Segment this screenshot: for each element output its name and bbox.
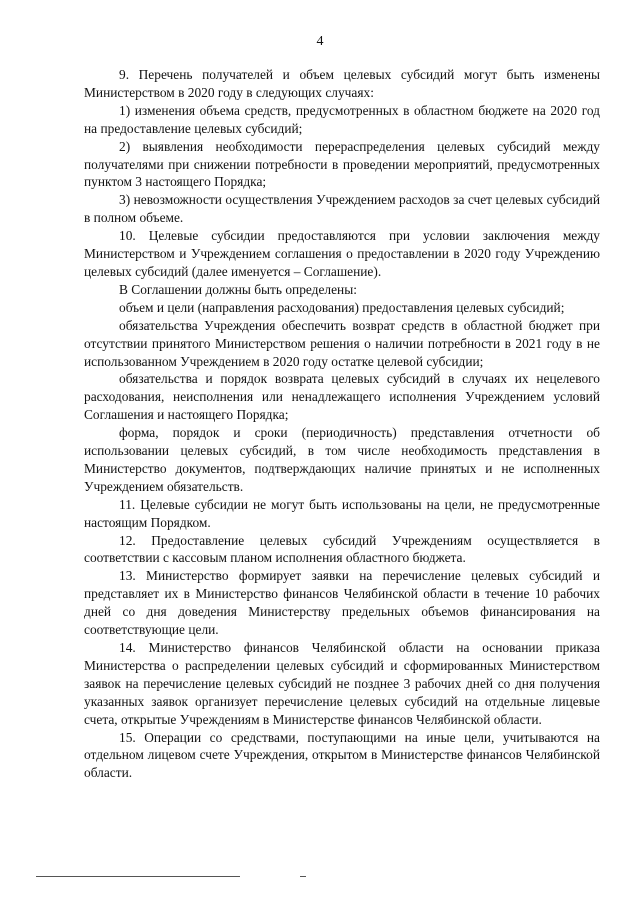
paragraph-9-item-3: 3) невозможности осуществления Учреждением расходов за счет целевых субсидий в полном объеме. <box>84 192 600 226</box>
agreement-term-reporting: форма, порядок и сроки (периодичность) представления отчетности об использовании целевых субсидий, в том числе необходимость представления в Министерство документов, подтверждающих наличие принятых и не исполненных Учреждением обязательств. <box>84 425 600 494</box>
paragraph-13: 13. Министерство формирует заявки на перечисление целевых субсидий и представляет их в Министерство финансов Челябинской области в течение 10 рабочих дней со дня доведения Министерству предельных объемов финансирования на соответствующие цели. <box>84 568 600 638</box>
agreement-term-return: обязательства Учреждения обеспечить возврат средств в областной бюджет при отсутствии принятого Министерством решения о наличии потребности в 2021 году в не использованном Учреждением в 2020 году остатке целевой субсидии; <box>84 317 600 369</box>
paragraph-14: 14. Министерство финансов Челябинской области на основании приказа Министерства о распределении целевых субсидий и сформированных Министерством заявок на перечисление целевых субсидий не позднее 3 рабочих дней со дня получения указанных заявок организует перечисление целевых субсидий на отдельные лицевые счета, открытые Учреждениям в Министерстве финансов Челябинской области. <box>84 640 600 727</box>
paragraph-15: 15. Операции со средствами, поступающими на иные цели, учитываются на отдельном лицевом счете Учреждения, открытом в Министерстве финансов Челябинской области. <box>84 729 600 781</box>
paragraph-9-item-1: 1) изменения объема средств, предусмотренных в областном бюджете на 2020 год на предоставление целевых субсидий; <box>84 102 600 136</box>
paragraph-10: 10. Целевые субсидии предоставляются при условии заключения между Министерством и Учреждением соглашения о предоставлении в 2020 году Учреждению целевых субсидий (далее именуется – Соглашение). <box>84 228 600 279</box>
paragraph-9-item-2: 2) выявления необходимости перераспределения целевых субсидий между получателями при снижении потребности в проведении мероприятий, предусмотренных пунктом 3 настоящего Порядка; <box>84 138 600 190</box>
agreement-intro: В Соглашении должны быть определены: <box>119 281 357 297</box>
page-number: 4 <box>316 34 324 49</box>
agreement-term-misuse: обязательства и порядок возврата целевых субсидий в случаях их нецелевого расходования, неисполнения или ненадлежащего исполнения Учреждением условий Соглашения и настоящего Порядка; <box>84 371 600 423</box>
document-body <box>84 66 600 782</box>
paragraph-9: 9. Перечень получателей и объем целевых субсидий могут быть изменены Министерством в 2020 году в следующих случаях: <box>84 67 600 100</box>
paragraph-12: 12. Предоставление целевых субсидий Учреждениям осуществляется в соответствии с кассовым планом исполнения областного бюджета. <box>84 532 600 566</box>
footer-rule-mark <box>300 876 306 877</box>
paragraph-11: 11. Целевые субсидии не могут быть использованы на цели, не предусмотренные настоящим Порядком. <box>84 496 600 530</box>
agreement-term-volume: объем и цели (направления расходования) предоставления целевых субсидий; <box>119 299 565 315</box>
footer-rule <box>36 876 240 877</box>
